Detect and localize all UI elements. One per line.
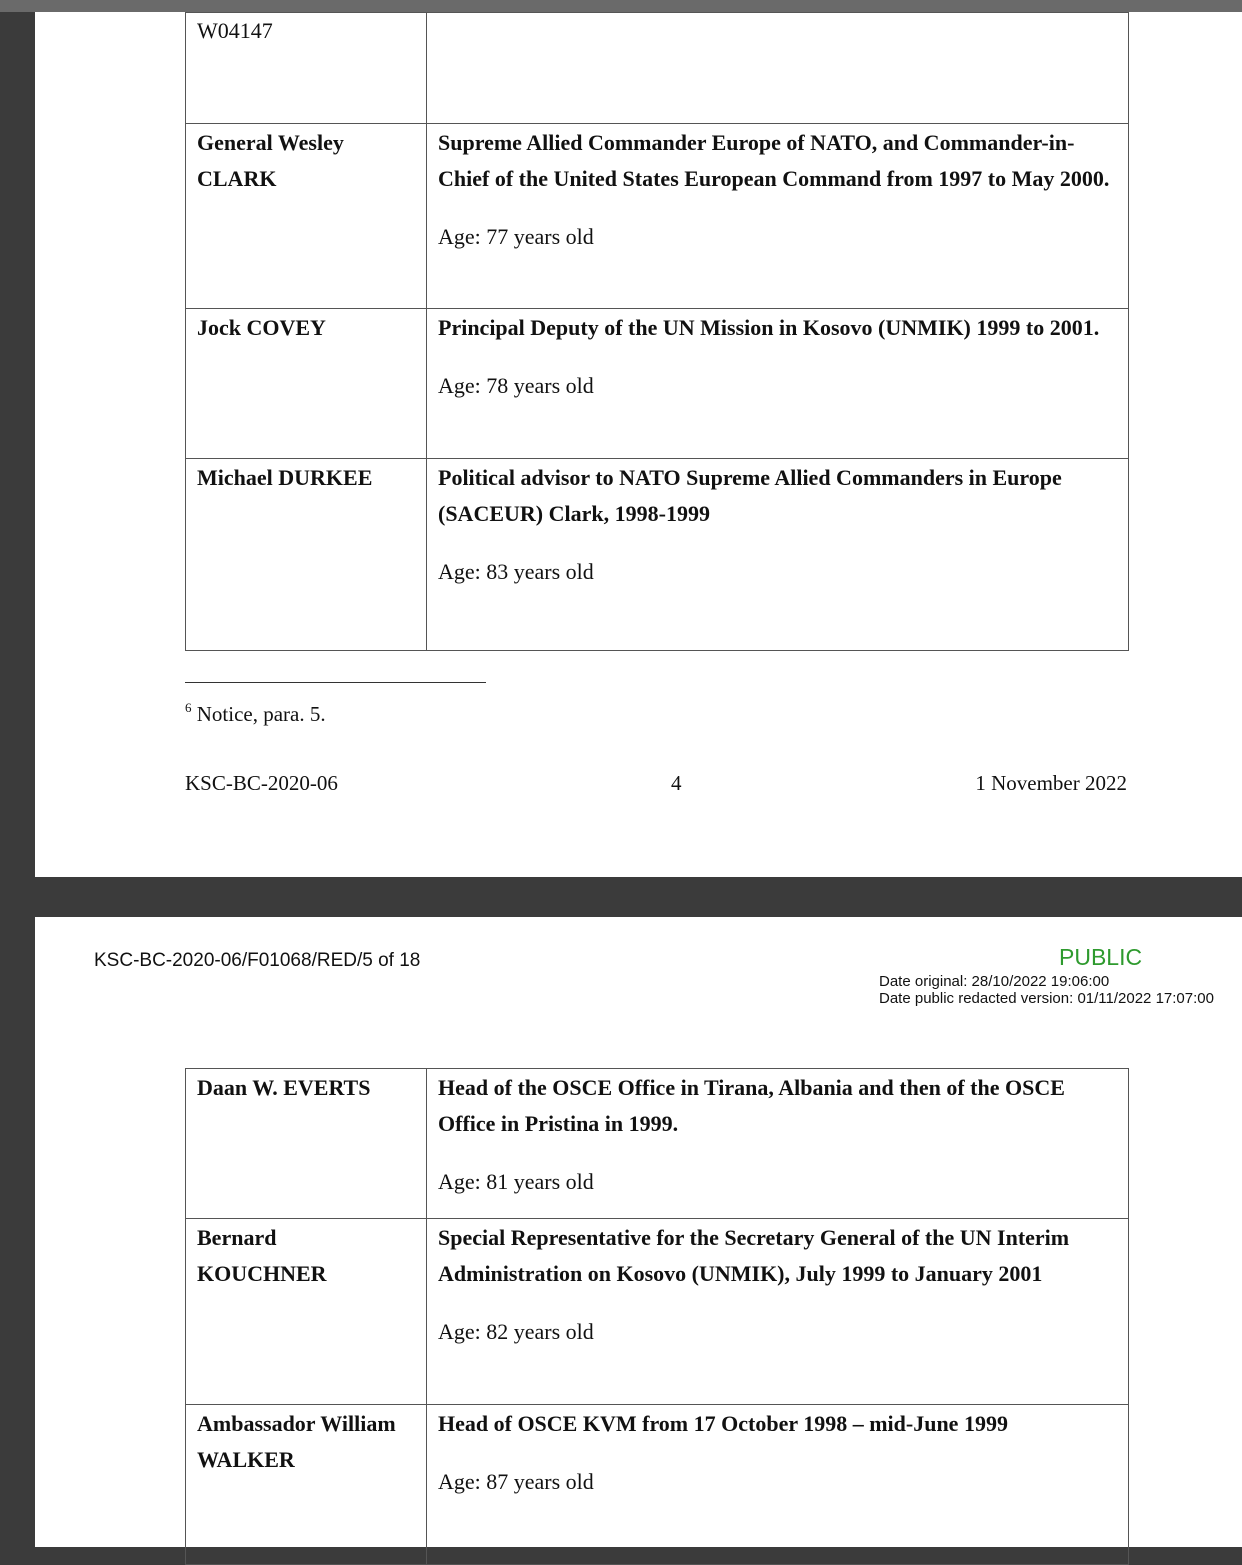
witness-role-cell <box>427 309 1129 459</box>
witness-name: General Wesley CLARK <box>197 130 344 191</box>
footer-page-number: 4 <box>671 771 682 795</box>
witness-role-cell <box>427 124 1129 309</box>
witness-age: Age: 77 years old <box>438 224 594 249</box>
witness-id: W04147 <box>197 18 273 43</box>
table-row <box>186 1219 1129 1405</box>
footnote <box>185 702 326 727</box>
classification-label: PUBLIC <box>1059 944 1143 970</box>
witness-role-cell <box>427 1405 1129 1565</box>
witness-age: Age: 82 years old <box>438 1319 594 1344</box>
witness-name-cell <box>186 459 427 651</box>
table-row <box>186 309 1129 459</box>
witness-role-cell <box>427 1219 1129 1405</box>
witness-role: Special Representative for the Secretary General of the UN Interim Administration on Kosovo (UNMIK), July 1999 to January 2001 <box>438 1225 1070 1286</box>
witness-age: Age: 78 years old <box>438 373 594 398</box>
date-original: Date original: 28/10/2022 19:06:00 <box>879 973 1110 990</box>
witness-role: Supreme Allied Commander Europe of NATO, and Commander-in-Chief of the United States European Command from 1997 to May 2000. <box>438 130 1110 191</box>
witness-name-cell <box>186 13 427 124</box>
document-dates <box>879 973 1214 1007</box>
viewer-top-strip <box>0 0 1242 12</box>
date-public-redacted: Date public redacted version: 01/11/2022 17:07:00 <box>879 990 1214 1007</box>
witness-name-cell <box>186 1405 427 1565</box>
witness-name-cell <box>186 1069 427 1219</box>
witness-name: Bernard KOUCHNER <box>197 1225 327 1286</box>
witness-name-cell <box>186 309 427 459</box>
document-page-4 <box>35 12 1242 877</box>
table-row <box>186 124 1129 309</box>
document-page-5 <box>35 917 1242 1547</box>
table-row <box>186 1405 1129 1565</box>
witness-name: Ambassador William WALKER <box>197 1411 396 1472</box>
witness-role: Head of OSCE KVM from 17 October 1998 – mid-June 1999 <box>438 1411 1008 1436</box>
witness-role: Political advisor to NATO Supreme Allied Commanders in Europe (SACEUR) Clark, 1998-1999 <box>438 465 1062 526</box>
witness-name-cell <box>186 124 427 309</box>
witness-name: Daan W. EVERTS <box>197 1075 371 1100</box>
witness-table-page-5 <box>185 1068 1129 1565</box>
footer-date: 1 November 2022 <box>975 771 1127 795</box>
document-id: KSC-BC-2020-06/F01068/RED/5 of 18 <box>94 950 421 971</box>
witness-role: Head of the OSCE Office in Tirana, Albania and then of the OSCE Office in Pristina in 1999. <box>438 1075 1065 1136</box>
witness-name: Michael DURKEE <box>197 465 373 490</box>
witness-role-cell <box>427 459 1129 651</box>
witness-age: Age: 81 years old <box>438 1169 594 1194</box>
table-row <box>186 459 1129 651</box>
witness-name: Jock COVEY <box>197 315 326 340</box>
table-row <box>186 1069 1129 1219</box>
witness-role-cell <box>427 1069 1129 1219</box>
witness-role: Principal Deputy of the UN Mission in Kosovo (UNMIK) 1999 to 2001. <box>438 315 1100 340</box>
table-row <box>186 13 1129 124</box>
footnote-text: Notice, para. 5. <box>196 702 326 726</box>
witness-name-cell <box>186 1219 427 1405</box>
witness-table-page-4 <box>185 12 1129 651</box>
footnote-separator <box>185 682 486 683</box>
footnote-marker: 6 <box>185 700 192 715</box>
witness-age: Age: 87 years old <box>438 1469 594 1494</box>
witness-age: Age: 83 years old <box>438 559 594 584</box>
witness-role-cell <box>427 13 1129 124</box>
footer-case-number: KSC-BC-2020-06 <box>185 771 338 795</box>
